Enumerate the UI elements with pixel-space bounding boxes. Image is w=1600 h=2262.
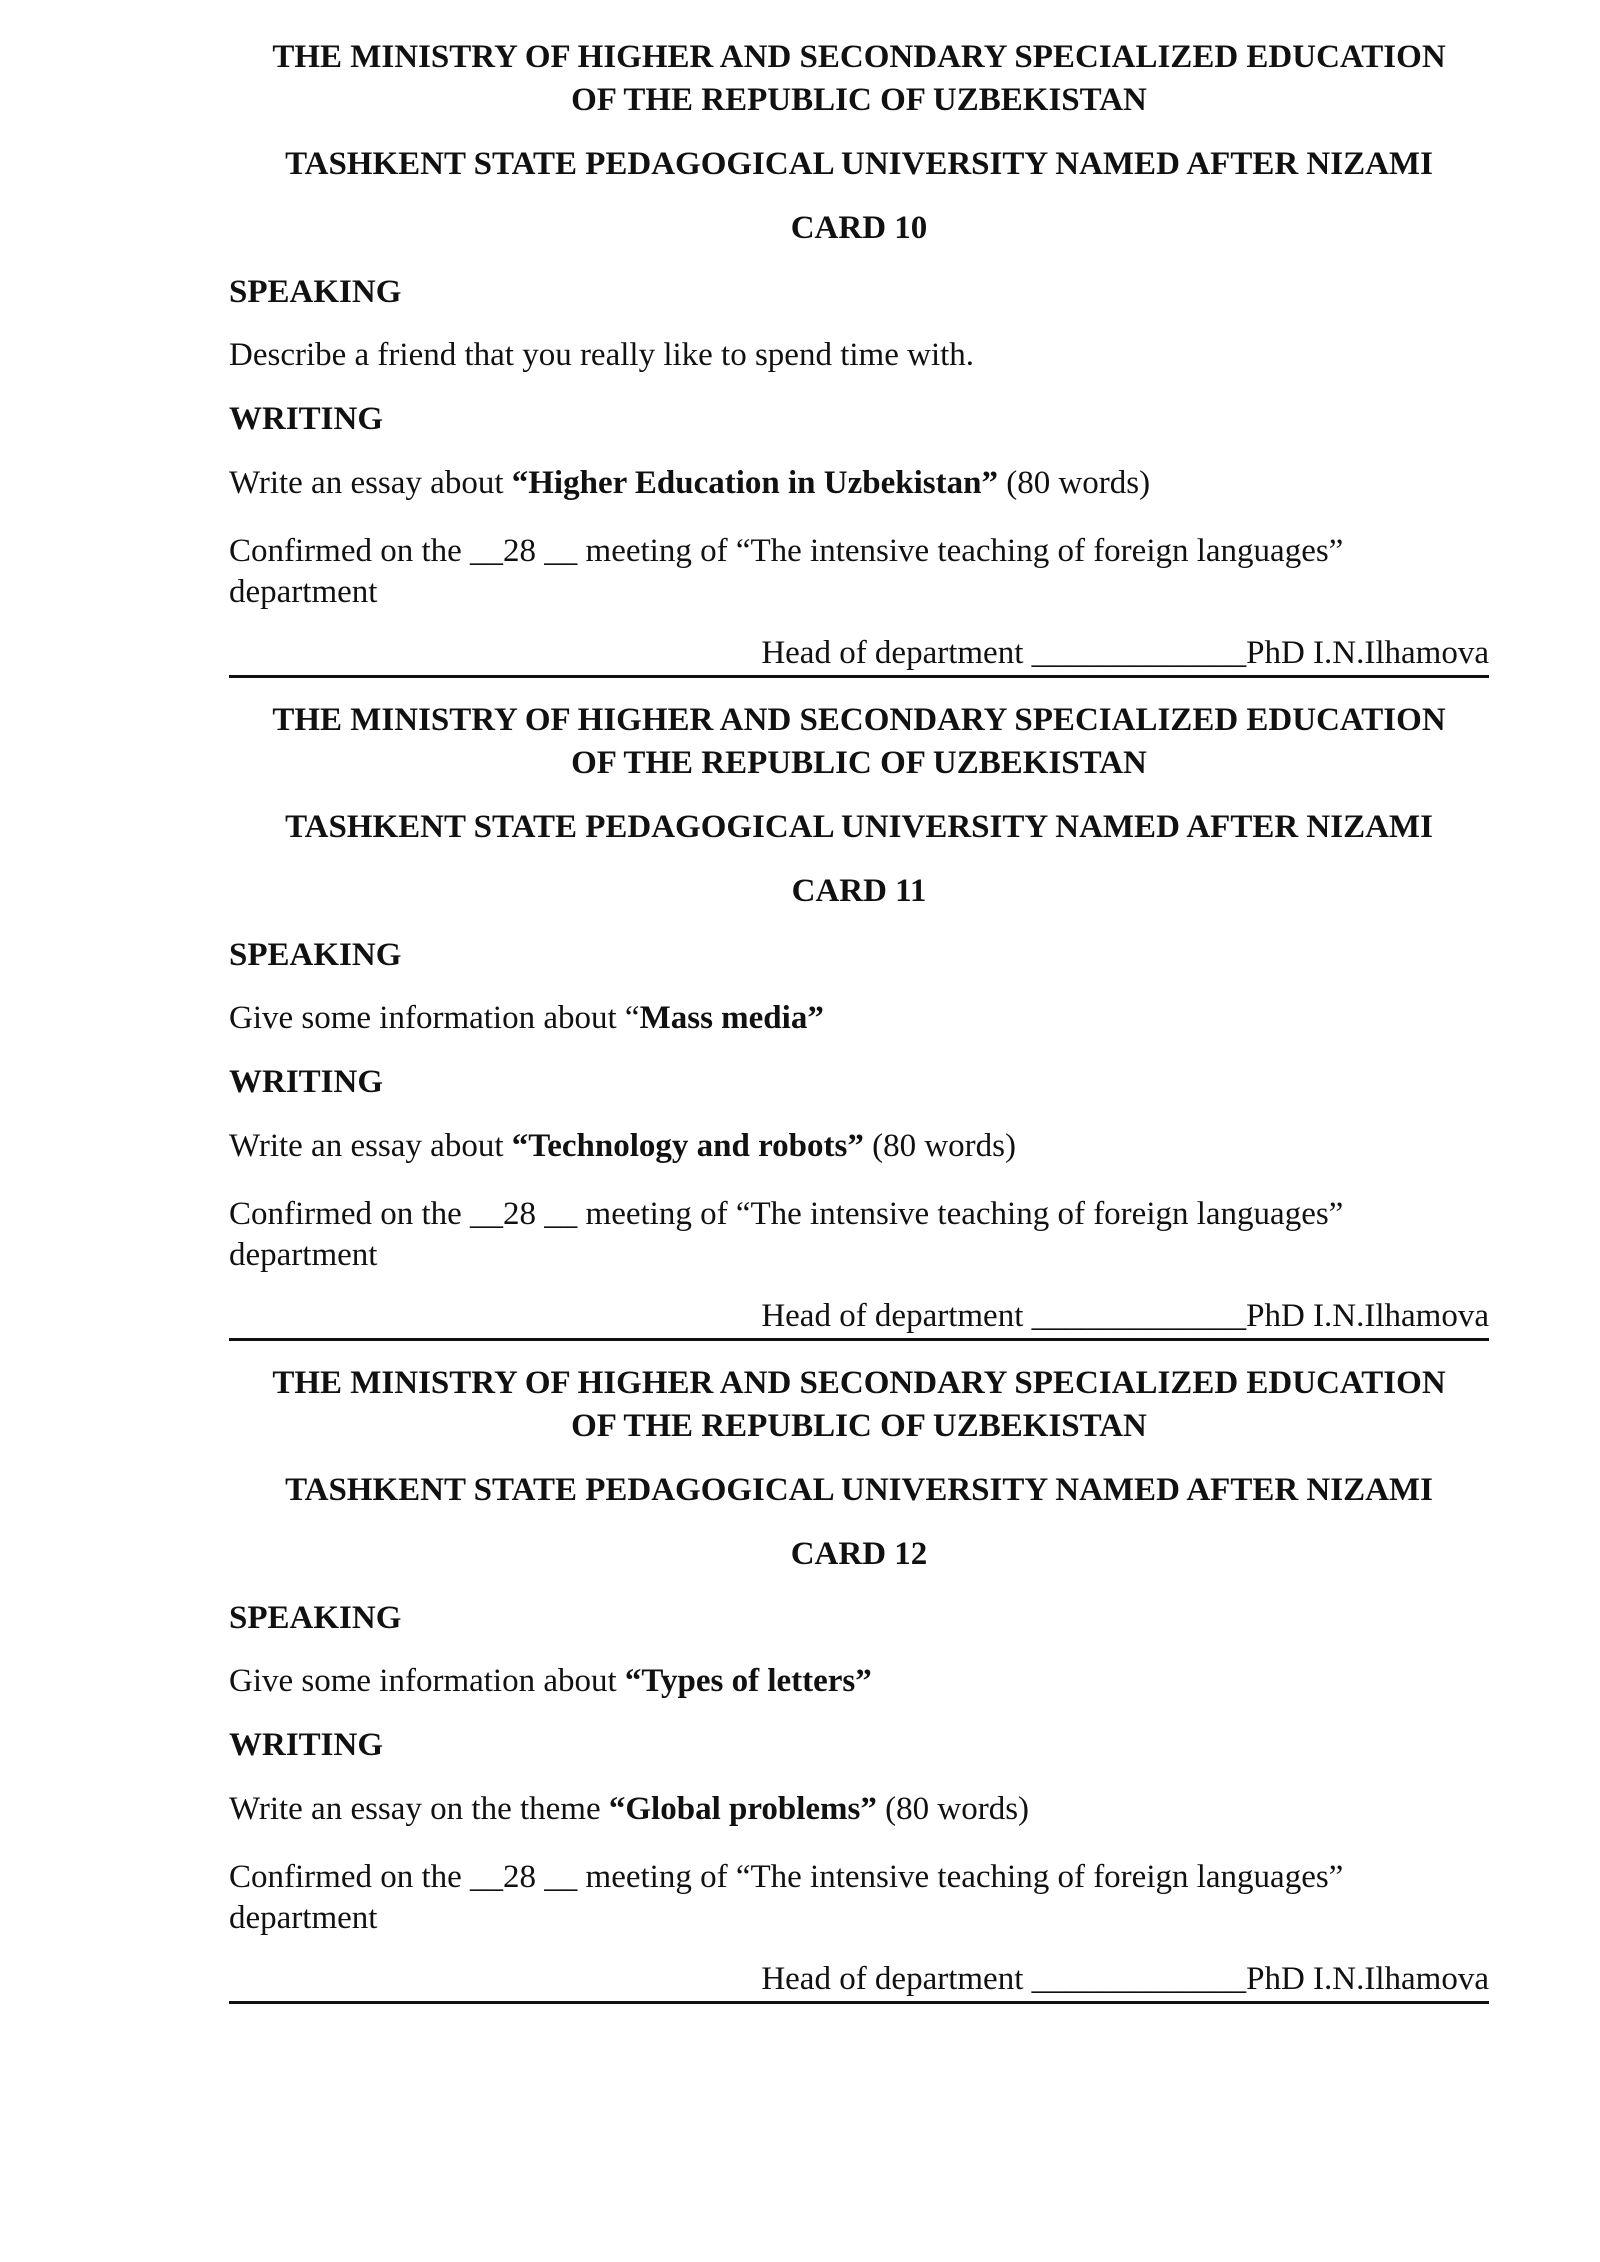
writing-prefix: Write an essay about <box>229 465 512 501</box>
speaking-task <box>229 1660 1489 1702</box>
speaking-topic: Mass media” <box>639 1000 824 1036</box>
writing-suffix: (80 words) <box>997 465 1151 501</box>
ministry-heading-line2: OF THE REPUBLIC OF UZBEKISTAN <box>571 82 1147 118</box>
writing-topic: “Technology and robots” <box>511 1128 864 1164</box>
university-heading: TASHKENT STATE PEDAGOGICAL UNIVERSITY NAMED AFTER NIZAMI <box>285 1472 1433 1508</box>
ministry-heading-line2: OF THE REPUBLIC OF UZBEKISTAN <box>571 745 1147 781</box>
writing-prefix: Write an essay on the theme <box>229 1791 609 1827</box>
exam-card <box>229 1362 1489 2025</box>
confirmed-line2: department <box>229 1237 378 1273</box>
writing-task <box>229 1788 1489 1830</box>
speaking-prefix: Give some information about “ <box>229 1000 640 1036</box>
signature-line: Head of department _____________PhD I.N.Ilhamova <box>761 1961 1489 1997</box>
writing-suffix: (80 words) <box>863 1128 1016 1164</box>
ministry-heading-line1: THE MINISTRY OF HIGHER AND SECONDARY SPECIALIZED EDUCATION <box>272 702 1446 738</box>
confirmed-line1: Confirmed on the __28 __ meeting of “The intensive teaching of foreign languages” <box>229 533 1344 569</box>
writing-topic: “Higher Education in Uzbekistan” <box>511 465 998 501</box>
speaking-heading: SPEAKING <box>229 274 402 310</box>
card-divider <box>229 1338 1489 1341</box>
confirmed-line1: Confirmed on the __28 __ meeting of “The intensive teaching of foreign languages” <box>229 1859 1344 1895</box>
document-page <box>229 36 1489 2025</box>
writing-suffix: (80 words) <box>876 1791 1030 1827</box>
speaking-heading: SPEAKING <box>229 1600 402 1636</box>
ministry-heading-line1: THE MINISTRY OF HIGHER AND SECONDARY SPECIALIZED EDUCATION <box>272 1365 1446 1401</box>
writing-heading: WRITING <box>229 1064 384 1100</box>
exam-card <box>229 36 1489 699</box>
writing-topic: “Global problems” <box>608 1791 877 1827</box>
writing-task <box>229 462 1489 504</box>
card-divider <box>229 675 1489 678</box>
writing-task <box>229 1125 1489 1167</box>
confirmed-line1: Confirmed on the __28 __ meeting of “The intensive teaching of foreign languages” <box>229 1196 1344 1232</box>
writing-heading: WRITING <box>229 401 384 437</box>
writing-prefix: Write an essay about <box>229 1128 512 1164</box>
confirmed-line2: department <box>229 574 378 610</box>
card-title: CARD 10 <box>790 210 928 246</box>
speaking-task <box>229 334 1489 376</box>
signature-line: Head of department _____________PhD I.N.Ilhamova <box>761 635 1489 671</box>
card-divider <box>229 2001 1489 2004</box>
card-title: CARD 11 <box>791 873 927 909</box>
card-title: CARD 12 <box>790 1536 928 1572</box>
university-heading: TASHKENT STATE PEDAGOGICAL UNIVERSITY NAMED AFTER NIZAMI <box>285 809 1433 845</box>
speaking-topic: “Types of letters” <box>624 1663 872 1699</box>
speaking-prefix: Give some information about <box>229 1663 625 1699</box>
speaking-prefix: Describe a friend that you really like to spend time with. <box>229 337 975 373</box>
speaking-task <box>229 997 1489 1039</box>
speaking-heading: SPEAKING <box>229 937 402 973</box>
university-heading: TASHKENT STATE PEDAGOGICAL UNIVERSITY NAMED AFTER NIZAMI <box>285 146 1433 182</box>
ministry-heading-line2: OF THE REPUBLIC OF UZBEKISTAN <box>571 1408 1147 1444</box>
signature-line: Head of department _____________PhD I.N.Ilhamova <box>761 1298 1489 1334</box>
confirmed-line2: department <box>229 1900 378 1936</box>
writing-heading: WRITING <box>229 1727 384 1763</box>
ministry-heading-line1: THE MINISTRY OF HIGHER AND SECONDARY SPECIALIZED EDUCATION <box>272 39 1446 75</box>
exam-card <box>229 699 1489 1362</box>
